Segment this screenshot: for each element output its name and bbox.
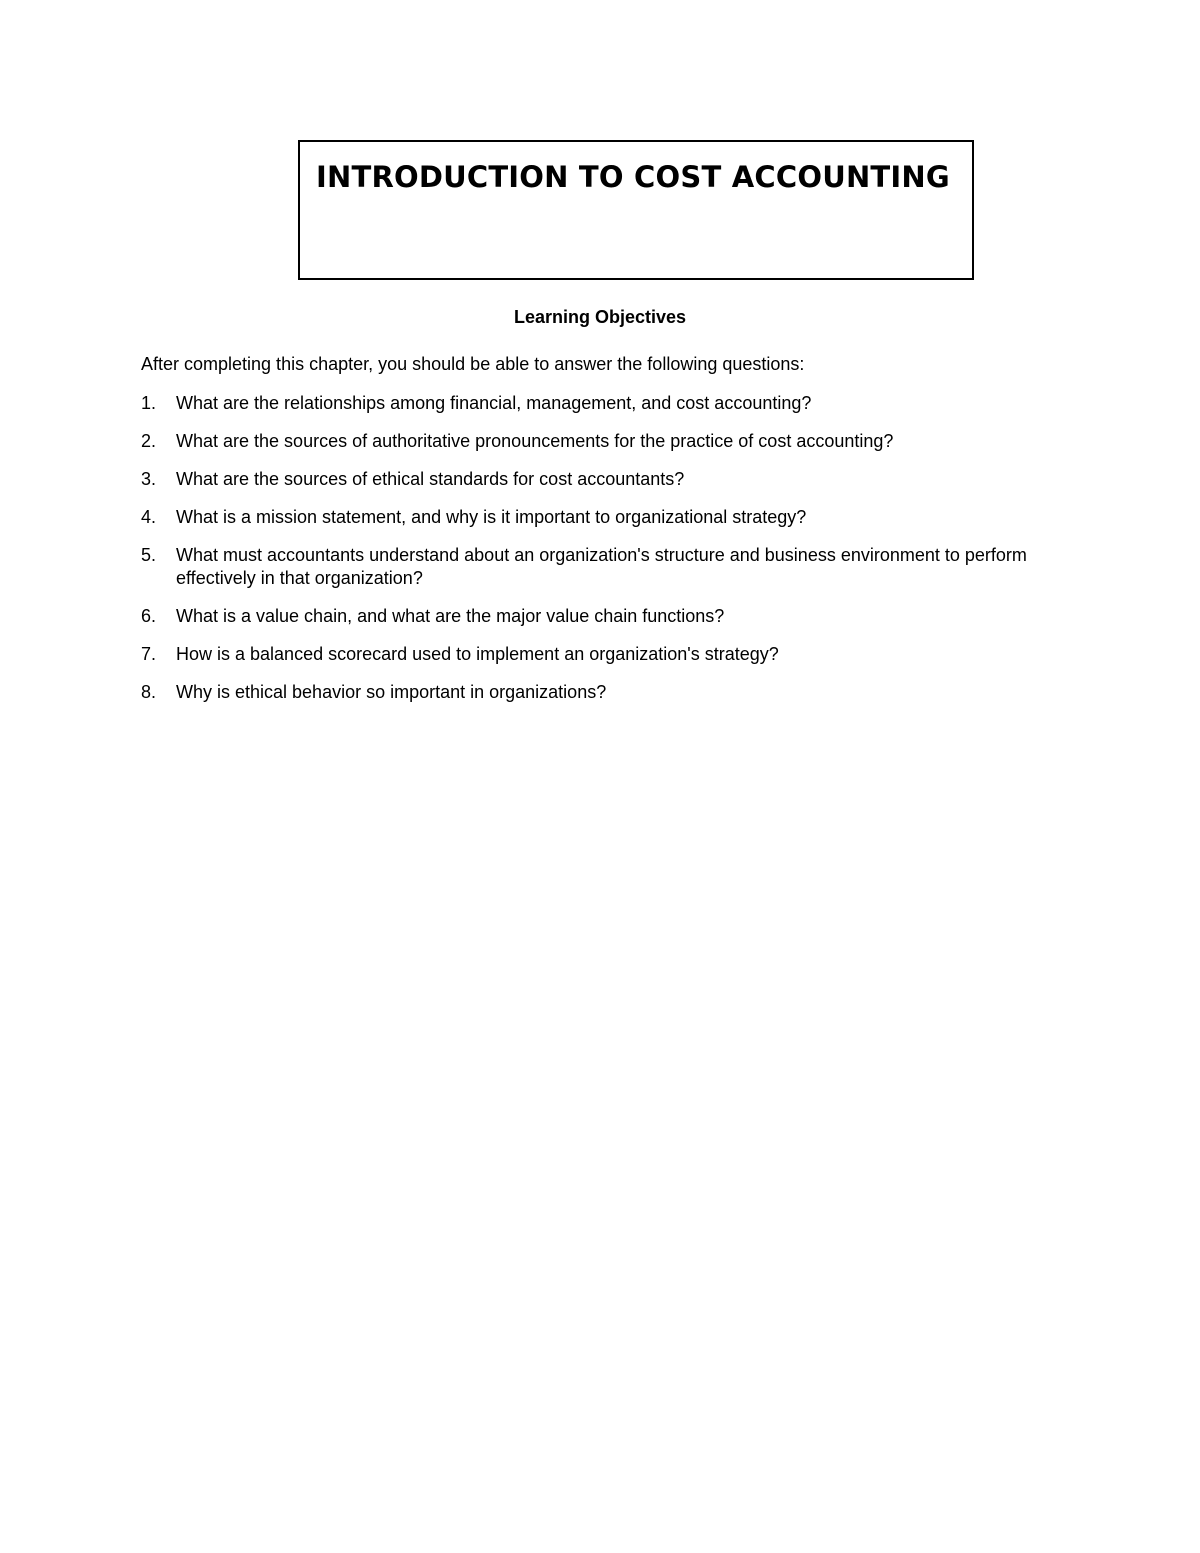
objective-text: Why is ethical behavior so important in organizations? xyxy=(176,682,607,702)
objective-text: What are the relationships among financial, management, and cost accounting? xyxy=(176,393,812,413)
objective-number: 8. xyxy=(141,682,157,702)
objective-item xyxy=(141,392,1051,415)
objective-number: 1. xyxy=(141,393,157,413)
objective-item xyxy=(141,605,1051,628)
objectives-list xyxy=(141,392,1051,719)
objective-text: What is a mission statement, and why is it important to organizational strategy? xyxy=(176,507,807,527)
objective-number: 4. xyxy=(141,507,157,527)
objective-text: How is a balanced scorecard used to implement an organization's strategy? xyxy=(176,644,779,664)
objective-number: 7. xyxy=(141,644,157,664)
objective-text: What are the sources of ethical standards for cost accountants? xyxy=(176,469,685,489)
objective-text: What must accountants understand about an organization's structure and business environment to perform effectively in that organization? xyxy=(176,545,1027,588)
objective-item xyxy=(141,643,1051,666)
intro-text: After completing this chapter, you should be able to answer the following questions: xyxy=(141,354,805,374)
objective-number: 2. xyxy=(141,431,157,451)
objective-number: 5. xyxy=(141,545,157,565)
objective-item xyxy=(141,681,1051,704)
objective-number: 3. xyxy=(141,469,157,489)
title-box xyxy=(298,140,974,280)
objective-text: What is a value chain, and what are the major value chain functions? xyxy=(176,606,725,626)
section-heading: Learning Objectives xyxy=(513,307,687,327)
objective-number: 6. xyxy=(141,606,157,626)
objective-text: What are the sources of authoritative pronouncements for the practice of cost accounting? xyxy=(176,431,894,451)
objective-item xyxy=(141,506,1051,529)
document-title: INTRODUCTION TO COST ACCOUNTING xyxy=(316,160,950,194)
objective-item xyxy=(141,468,1051,491)
objective-item xyxy=(141,430,1051,453)
objective-item xyxy=(141,544,1051,590)
